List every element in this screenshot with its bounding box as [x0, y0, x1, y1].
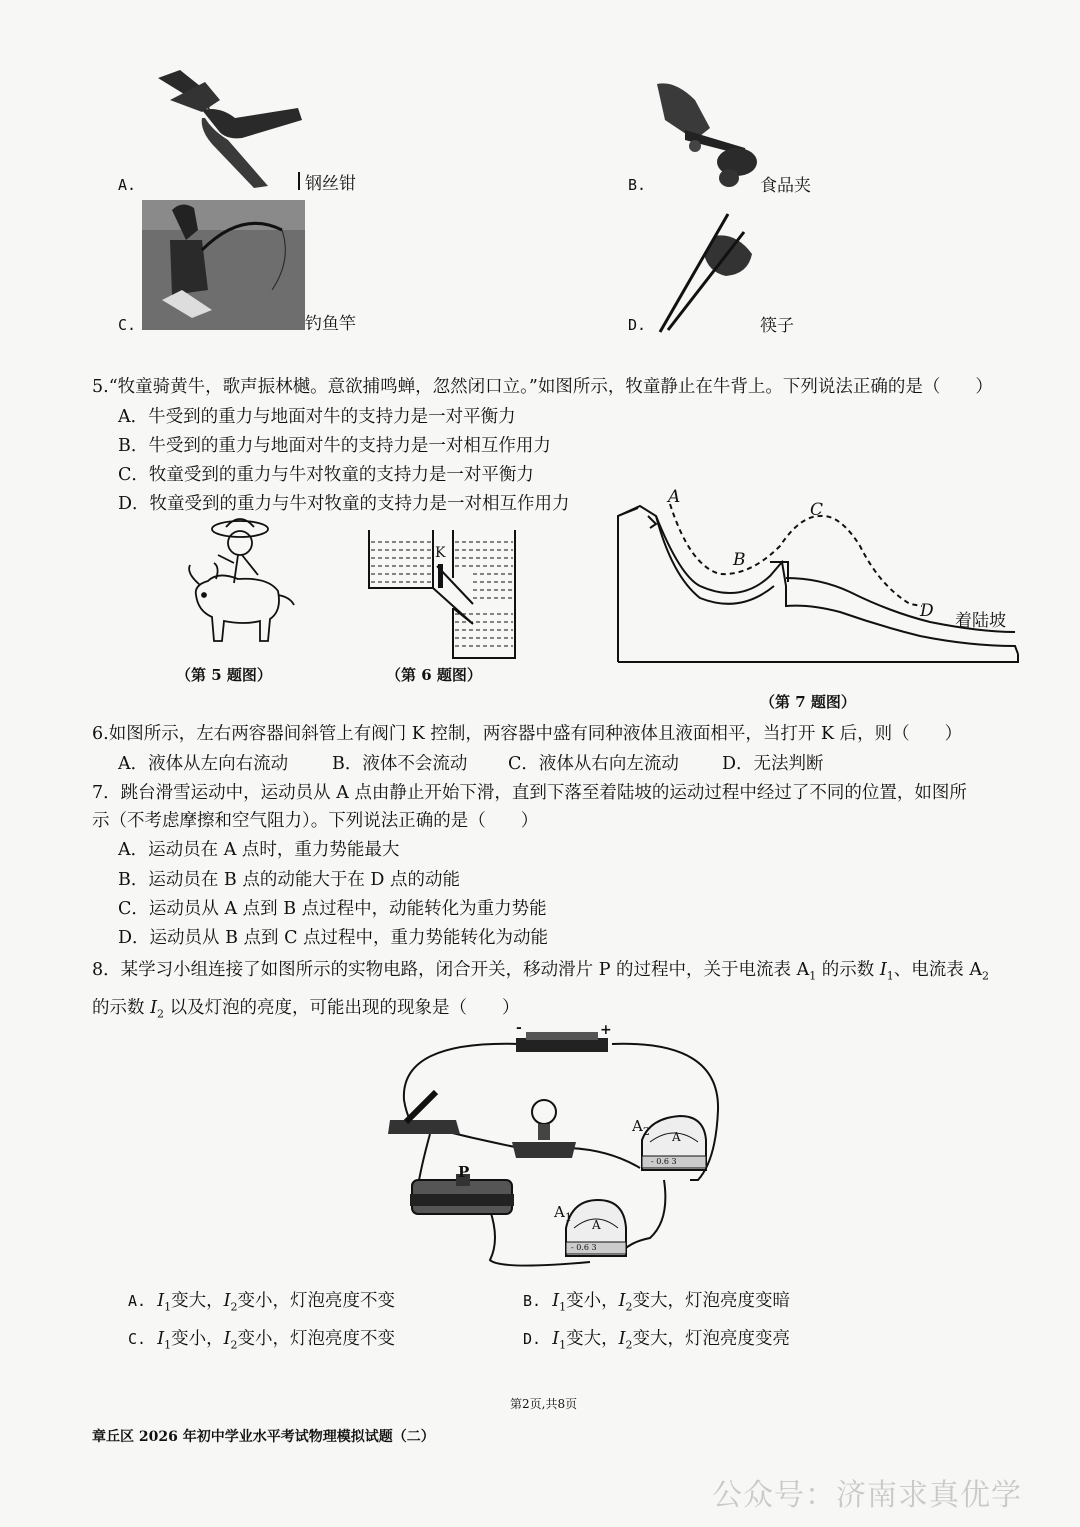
- fig6-caption: （第 6 题图）: [386, 666, 482, 684]
- q8-option-d: D. $I_1$变大，$I_2$变大，灯泡亮度变亮: [523, 1329, 791, 1352]
- ammeter-a1-terminals: - 0.6 3: [571, 1243, 597, 1252]
- q5-option-b: B．牛受到的重力与地面对牛的支持力是一对相互作用力: [118, 436, 551, 456]
- q5-stem: 5.“牧童骑黄牛，歌声振林樾。意欲捕鸣蝉，忽然闭口立。”如图所示，牧童静止在牛背上。下列说法正确的是（ ）: [92, 377, 993, 397]
- q6-option-d: D．无法判断: [722, 754, 824, 774]
- q7-stem-line1: 7．跳台滑雪运动中，运动员从 A 点由静止开始下滑，直到下落至着陆坡的运动过程中经过了不同的位置，如图所: [92, 783, 967, 803]
- fig7-caption: （第 7 题图）: [760, 693, 856, 711]
- battery-plus: +: [600, 1022, 612, 1038]
- q7-option-d: D．运动员从 B 点到 C 点过程中，重力势能转化为动能: [118, 928, 549, 948]
- exam-title: 章丘区 2026 年初中学业水平考试物理模拟试题（二）: [92, 1429, 435, 1445]
- point-b: B: [733, 550, 746, 570]
- fig5-caption: （第 5 题图）: [176, 666, 272, 684]
- q8-option-c: C. $I_1$变小，$I_2$变小，灯泡亮度不变: [128, 1329, 396, 1352]
- option-d-letter: D.: [628, 316, 647, 334]
- q6-option-b: B．液体不会流动: [332, 754, 468, 774]
- pliers-image: [150, 60, 305, 190]
- fig5-cowboy-on-cow: [178, 515, 303, 655]
- ammeter-a2-label: $A_2$: [632, 1117, 650, 1138]
- food-tongs-image: [655, 80, 765, 190]
- point-a: A: [668, 487, 681, 507]
- battery-minus: -: [516, 1020, 522, 1036]
- q6-option-c: C．液体从右向左流动: [508, 754, 679, 774]
- option-b-label: 食品夹: [760, 176, 811, 196]
- slider-p-label: P: [458, 1163, 470, 1181]
- watermark: 公众号：济南求真优学: [712, 1478, 1022, 1513]
- q8-option-b: B. $I_1$变小，$I_2$变大，灯泡亮度变暗: [523, 1291, 791, 1314]
- point-d: D: [920, 601, 934, 621]
- q5-option-c: C．牧童受到的重力与牛对牧童的支持力是一对平衡力: [118, 465, 534, 485]
- q6-stem: 6.如图所示，左右两容器间斜管上有阀门 K 控制，两容器中盛有同种液体且液面相平，当打开 K 后，则（ ）: [92, 724, 963, 744]
- q7-stem-line2: 示（不考虑摩擦和空气阻力）。下列说法正确的是（ ）: [92, 811, 539, 831]
- circuit-diagram: [380, 1020, 730, 1280]
- q5-option-d: D．牧童受到的重力与牛对牧童的支持力是一对相互作用力: [118, 494, 570, 514]
- q7-option-c: C．运动员从 A 点到 B 点过程中，动能转化为重力势能: [118, 899, 547, 919]
- option-a-letter: A.: [118, 176, 137, 194]
- valve-label: K: [435, 545, 446, 561]
- fishing-rod-image: [142, 200, 305, 330]
- ammeter-a2-terminals: - 0.6 3: [651, 1157, 677, 1166]
- option-b-letter: B.: [628, 176, 647, 194]
- chopsticks-image: [656, 214, 756, 334]
- point-c: C: [810, 500, 824, 520]
- q7-option-b: B．运动员在 B 点的动能大于在 D 点的动能: [118, 870, 461, 890]
- label-mark: [298, 172, 300, 190]
- option-d-label: 筷子: [760, 316, 794, 336]
- q5-option-a: A．牛受到的重力与地面对牛的支持力是一对平衡力: [118, 407, 516, 427]
- page-number: 第2页,共8页: [510, 1397, 578, 1411]
- q6-option-a: A．液体从左向右流动: [118, 754, 289, 774]
- q8-option-a: A. $I_1$变大，$I_2$变小，灯泡亮度不变: [128, 1291, 396, 1314]
- ammeter-a1-label: $A_1$: [554, 1203, 572, 1224]
- ammeter-a1-face: A: [592, 1218, 601, 1232]
- landing-slope-label: 着陆坡: [955, 611, 1006, 631]
- option-a-label: 钢丝钳: [305, 174, 356, 194]
- q7-option-a: A．运动员在 A 点时，重力势能最大: [118, 840, 400, 860]
- q8-stem-line2: 的示数 $I_2$ 以及灯泡的亮度，可能出现的现象是（ ）: [92, 998, 520, 1021]
- ammeter-a2-face: A: [672, 1130, 681, 1144]
- option-c-letter: C.: [118, 316, 137, 334]
- q8-stem-line1: 8．某学习小组连接了如图所示的实物电路，闭合开关，移动滑片 P 的过程中，关于电流表 $A_1$ 的示数 $I_1$、电流表 $A_2$: [92, 960, 989, 983]
- option-c-label: 钓鱼竿: [305, 314, 356, 334]
